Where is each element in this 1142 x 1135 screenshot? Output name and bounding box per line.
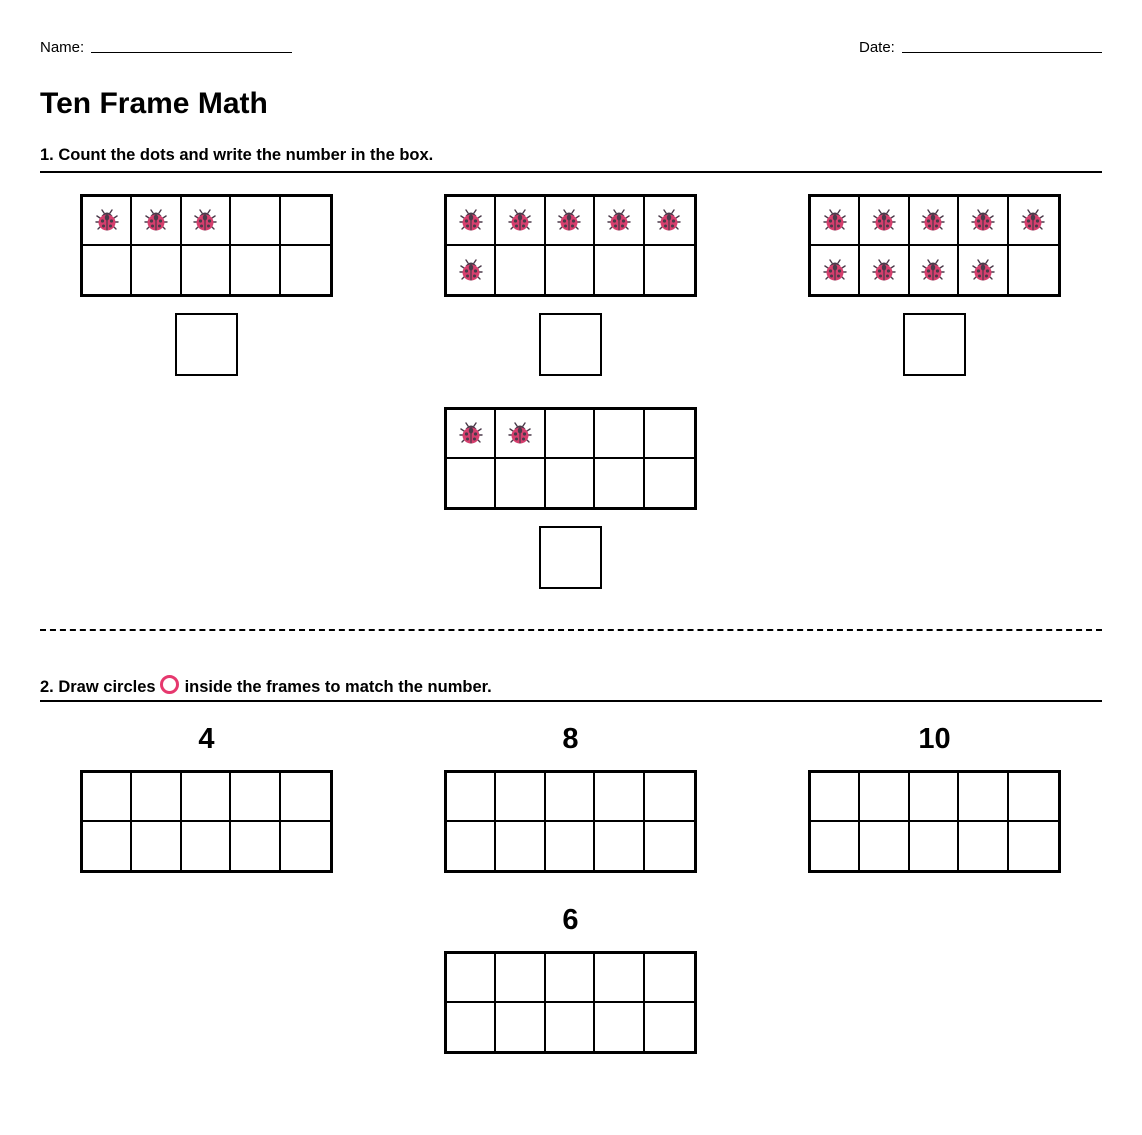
ladybug-icon <box>653 204 685 236</box>
frame-cell[interactable] <box>496 822 545 871</box>
ladybug-icon <box>504 204 536 236</box>
frame-cell[interactable] <box>959 822 1008 871</box>
section2-instruction-end: inside the frames to match the number. <box>184 678 492 696</box>
frame-cell[interactable] <box>959 773 1008 822</box>
ladybug-icon <box>189 204 221 236</box>
frame-cell <box>811 197 860 246</box>
frame-cell[interactable] <box>447 954 496 1003</box>
frame-cell <box>1009 246 1058 295</box>
frame-cell[interactable] <box>447 822 496 871</box>
frame-cell[interactable] <box>83 822 132 871</box>
frame-cell <box>959 197 1008 246</box>
frame-cell[interactable] <box>447 773 496 822</box>
frame-cell[interactable] <box>595 1003 644 1052</box>
frame-cell <box>1009 197 1058 246</box>
frame-cell[interactable] <box>595 773 644 822</box>
frame-cell <box>546 197 595 246</box>
frame-cell <box>645 246 694 295</box>
frame-cell <box>281 197 330 246</box>
frame-cell[interactable] <box>910 773 959 822</box>
frame-cell <box>645 410 694 459</box>
ladybug-icon <box>967 204 999 236</box>
section2-instruction-start: 2. Draw circles <box>40 678 156 696</box>
page-title: Ten Frame Math <box>40 87 268 120</box>
frame-cell <box>83 246 132 295</box>
frame-cell[interactable] <box>496 773 545 822</box>
frame-cell <box>496 459 545 508</box>
frame-cell[interactable] <box>910 822 959 871</box>
frame-cell[interactable] <box>811 822 860 871</box>
frame-cell <box>546 246 595 295</box>
answer-box-3[interactable] <box>903 313 966 376</box>
frame-cell[interactable] <box>1009 822 1058 871</box>
frame-cell <box>595 197 644 246</box>
answer-box-1[interactable] <box>175 313 238 376</box>
frame-cell[interactable] <box>231 773 280 822</box>
frame-cell[interactable] <box>132 773 181 822</box>
frame-cell <box>910 197 959 246</box>
frame-cell[interactable] <box>595 822 644 871</box>
frame-cell[interactable] <box>595 954 644 1003</box>
frame-cell[interactable] <box>645 822 694 871</box>
frame-cell <box>447 459 496 508</box>
ladybug-icon <box>819 204 851 236</box>
name-field[interactable] <box>91 52 292 53</box>
frame-cell[interactable] <box>496 1003 545 1052</box>
frame-cell[interactable] <box>645 1003 694 1052</box>
section2-divider <box>40 700 1102 702</box>
frame-cell <box>645 459 694 508</box>
ladybug-icon <box>868 204 900 236</box>
circle-outline-icon <box>160 675 179 694</box>
answer-box-4[interactable] <box>539 526 602 589</box>
frame-cell <box>447 246 496 295</box>
ladybug-icon <box>455 254 487 286</box>
frame-cell <box>447 410 496 459</box>
frame-cell[interactable] <box>546 954 595 1003</box>
ten-frame-draw-4[interactable] <box>444 951 697 1054</box>
frame-cell <box>132 246 181 295</box>
frame-cell <box>811 246 860 295</box>
ten-frame-count-4 <box>444 407 697 510</box>
frame-cell <box>182 197 231 246</box>
target-number-2: 8 <box>562 723 579 755</box>
frame-cell <box>447 197 496 246</box>
ten-frame-draw-2[interactable] <box>444 770 697 873</box>
date-field[interactable] <box>902 52 1102 53</box>
ten-frame-draw-1[interactable] <box>80 770 333 873</box>
frame-cell <box>595 246 644 295</box>
frame-cell <box>860 246 909 295</box>
frame-cell[interactable] <box>860 773 909 822</box>
frame-cell[interactable] <box>645 773 694 822</box>
section2-instruction <box>40 675 492 697</box>
ten-frame-count-2 <box>444 194 697 297</box>
target-number-4: 6 <box>562 904 579 936</box>
frame-cell[interactable] <box>1009 773 1058 822</box>
ladybug-icon <box>917 254 949 286</box>
frame-cell <box>496 410 545 459</box>
frame-cell <box>595 410 644 459</box>
frame-cell <box>595 459 644 508</box>
frame-cell <box>910 246 959 295</box>
frame-cell[interactable] <box>546 1003 595 1052</box>
frame-cell <box>959 246 1008 295</box>
frame-cell <box>496 197 545 246</box>
ladybug-icon <box>819 254 851 286</box>
ladybug-icon <box>553 204 585 236</box>
ladybug-icon <box>455 417 487 449</box>
frame-cell[interactable] <box>546 773 595 822</box>
frame-cell[interactable] <box>281 822 330 871</box>
ladybug-icon <box>504 417 536 449</box>
ladybug-icon <box>140 204 172 236</box>
frame-cell[interactable] <box>132 822 181 871</box>
frame-cell <box>496 246 545 295</box>
frame-cell <box>182 246 231 295</box>
date-label: Date: <box>859 39 895 56</box>
frame-cell[interactable] <box>182 822 231 871</box>
frame-cell <box>231 246 280 295</box>
frame-cell[interactable] <box>182 773 231 822</box>
ten-frame-count-3 <box>808 194 1061 297</box>
frame-cell <box>231 197 280 246</box>
frame-cell[interactable] <box>860 822 909 871</box>
frame-cell <box>132 197 181 246</box>
frame-cell[interactable] <box>281 773 330 822</box>
frame-cell[interactable] <box>447 1003 496 1052</box>
name-label: Name: <box>40 39 85 56</box>
frame-cell[interactable] <box>231 822 280 871</box>
frame-cell[interactable] <box>645 954 694 1003</box>
ladybug-icon <box>1017 204 1049 236</box>
ten-frame-count-1 <box>80 194 333 297</box>
ten-frame-draw-3[interactable] <box>808 770 1061 873</box>
target-number-3: 10 <box>918 723 951 755</box>
target-number-1: 4 <box>198 723 215 755</box>
ladybug-icon <box>967 254 999 286</box>
ladybug-icon <box>603 204 635 236</box>
frame-cell <box>83 197 132 246</box>
ladybug-icon <box>455 204 487 236</box>
ladybug-icon <box>917 204 949 236</box>
frame-cell[interactable] <box>496 954 545 1003</box>
section1-divider <box>40 171 1102 173</box>
frame-cell <box>645 197 694 246</box>
frame-cell <box>281 246 330 295</box>
frame-cell <box>860 197 909 246</box>
ladybug-icon <box>91 204 123 236</box>
frame-cell <box>546 410 595 459</box>
frame-cell[interactable] <box>546 822 595 871</box>
frame-cell[interactable] <box>811 773 860 822</box>
section1-instruction: 1. Count the dots and write the number in the box. <box>40 146 434 164</box>
frame-cell <box>546 459 595 508</box>
ladybug-icon <box>868 254 900 286</box>
section-separator <box>40 629 1102 631</box>
frame-cell[interactable] <box>83 773 132 822</box>
answer-box-2[interactable] <box>539 313 602 376</box>
